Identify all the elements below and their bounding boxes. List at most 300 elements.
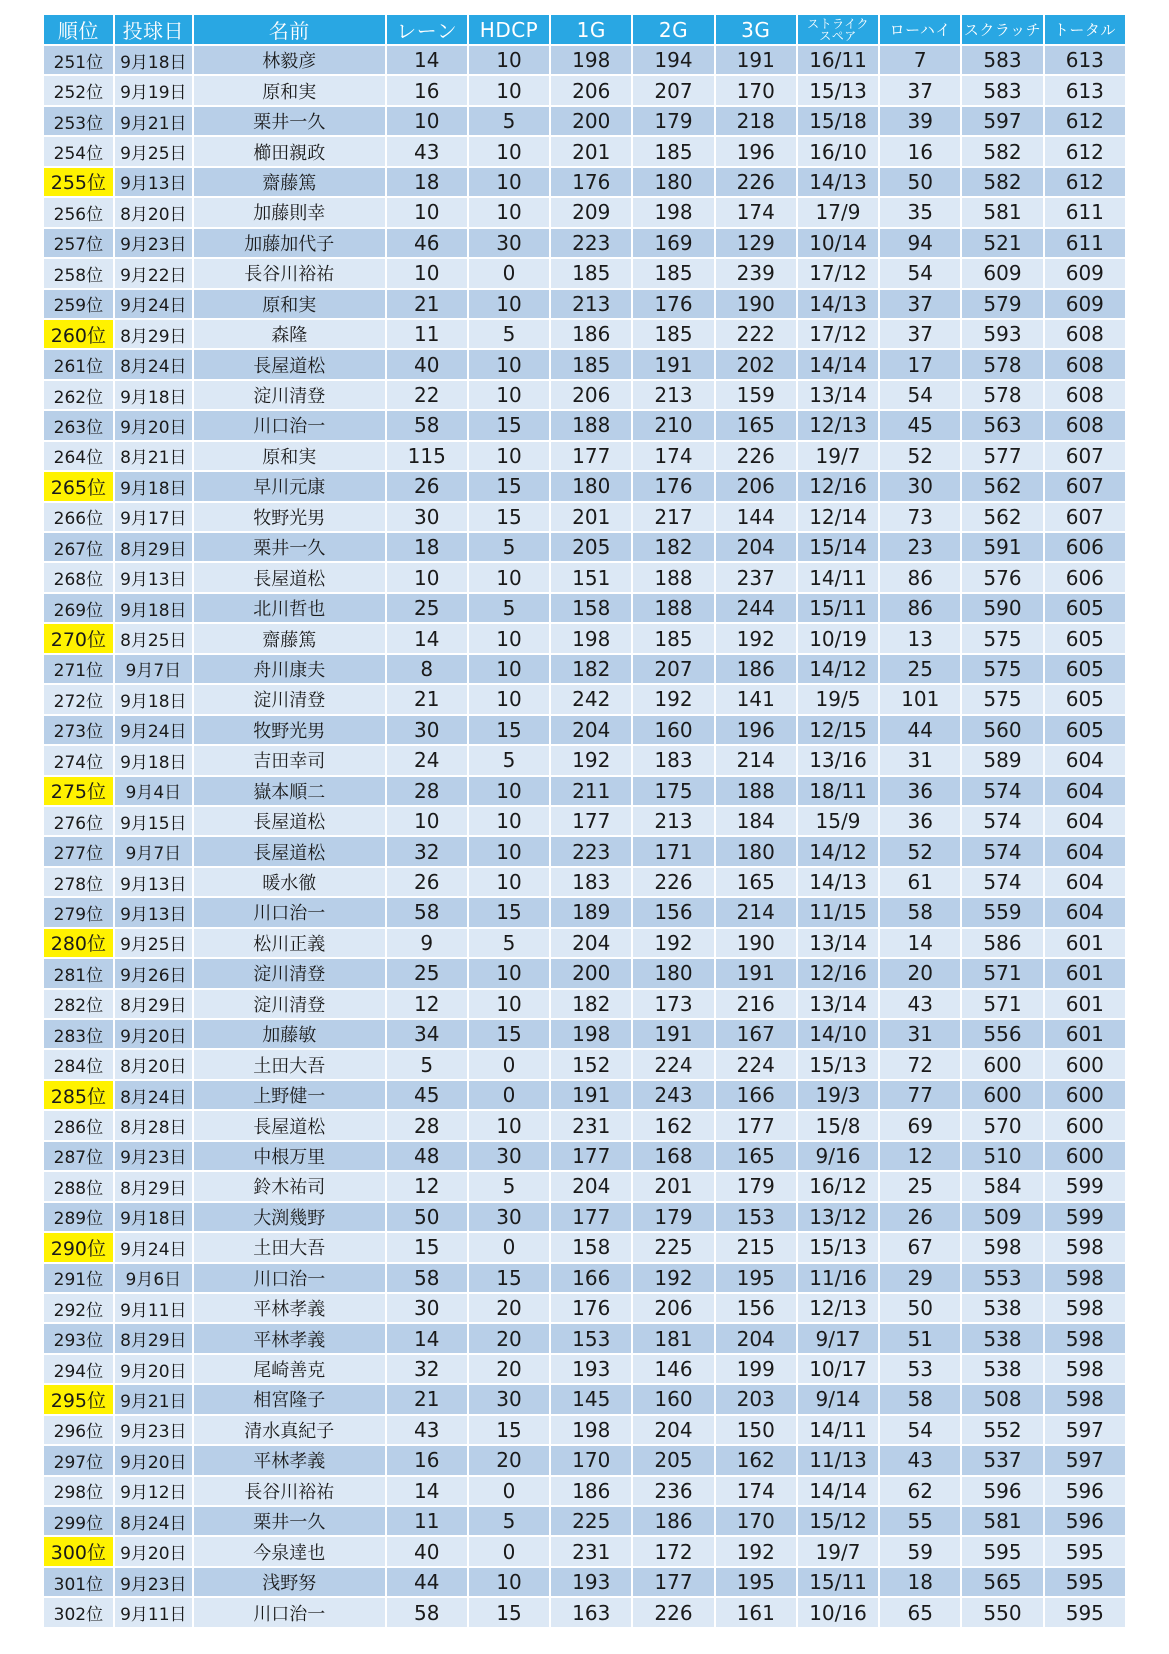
header-low-high: ローハイ <box>880 15 960 44</box>
scratch-cell: 574 <box>962 868 1042 896</box>
lane-cell: 12 <box>387 990 467 1018</box>
game2-score: 243 <box>633 1081 713 1109</box>
date-cell: 9月18日 <box>115 46 192 74</box>
low-high-cell: 23 <box>880 533 960 561</box>
strike-spare-cell: 11/13 <box>798 1446 878 1474</box>
low-high-cell: 29 <box>880 1264 960 1292</box>
name-cell: 今泉達也 <box>194 1537 385 1565</box>
game2-score: 205 <box>633 1446 713 1474</box>
rank-cell: 298位 <box>44 1477 113 1505</box>
strike-spare-cell: 14/11 <box>798 563 878 591</box>
total-cell: 596 <box>1045 1477 1125 1505</box>
game2-score: 174 <box>633 442 713 470</box>
date-cell: 9月13日 <box>115 563 192 591</box>
hdcp-cell: 10 <box>469 837 549 865</box>
game3-score: 177 <box>716 1111 796 1139</box>
rank-cell: 262位 <box>44 381 113 409</box>
date-cell: 9月26日 <box>115 959 192 987</box>
game3-score: 174 <box>716 1477 796 1505</box>
date-cell: 8月24日 <box>115 350 192 378</box>
name-cell: 栗井一久 <box>194 533 385 561</box>
header-game3: 3G <box>716 15 796 44</box>
strike-spare-cell: 15/11 <box>798 594 878 622</box>
strike-spare-cell: 15/13 <box>798 1050 878 1078</box>
table-row <box>44 1507 1125 1535</box>
total-cell: 604 <box>1045 868 1125 896</box>
game1-score: 185 <box>551 350 631 378</box>
total-cell: 605 <box>1045 594 1125 622</box>
hdcp-cell: 30 <box>469 229 549 257</box>
name-cell: 中根万里 <box>194 1142 385 1170</box>
rank-cell: 295位 <box>44 1385 113 1413</box>
lane-cell: 5 <box>387 1050 467 1078</box>
date-cell: 9月25日 <box>115 137 192 165</box>
total-cell: 611 <box>1045 229 1125 257</box>
date-cell: 9月19日 <box>115 76 192 104</box>
game2-score: 177 <box>633 1568 713 1596</box>
scratch-cell: 578 <box>962 381 1042 409</box>
game3-score: 196 <box>716 716 796 744</box>
strike-spare-cell: 10/17 <box>798 1355 878 1383</box>
lane-cell: 26 <box>387 472 467 500</box>
date-cell: 9月17日 <box>115 503 192 531</box>
date-cell: 9月11日 <box>115 1294 192 1322</box>
date-cell: 9月20日 <box>115 1020 192 1048</box>
table-row <box>44 411 1125 439</box>
game1-score: 158 <box>551 1233 631 1261</box>
header-hdcp: HDCP <box>469 15 549 44</box>
table-row <box>44 563 1125 591</box>
rank-cell: 281位 <box>44 959 113 987</box>
table-row <box>44 290 1125 318</box>
hdcp-cell: 10 <box>469 290 549 318</box>
hdcp-cell: 15 <box>469 411 549 439</box>
low-high-cell: 73 <box>880 503 960 531</box>
low-high-cell: 39 <box>880 107 960 135</box>
hdcp-cell: 15 <box>469 1416 549 1444</box>
strike-spare-cell: 16/12 <box>798 1172 878 1200</box>
total-cell: 606 <box>1045 533 1125 561</box>
date-cell: 9月20日 <box>115 1355 192 1383</box>
hdcp-cell: 5 <box>469 594 549 622</box>
rank-cell: 257位 <box>44 229 113 257</box>
name-cell: 長谷川裕祐 <box>194 1477 385 1505</box>
game3-score: 161 <box>716 1598 796 1626</box>
lane-cell: 58 <box>387 411 467 439</box>
date-cell: 9月15日 <box>115 807 192 835</box>
table-row <box>44 76 1125 104</box>
table-row <box>44 1324 1125 1352</box>
scratch-cell: 575 <box>962 624 1042 652</box>
rank-cell: 292位 <box>44 1294 113 1322</box>
total-cell: 608 <box>1045 381 1125 409</box>
date-cell: 9月24日 <box>115 716 192 744</box>
lane-cell: 18 <box>387 168 467 196</box>
header-rank: 順位 <box>44 15 113 44</box>
game3-score: 191 <box>716 959 796 987</box>
low-high-cell: 50 <box>880 1294 960 1322</box>
low-high-cell: 12 <box>880 1142 960 1170</box>
header-spare-label: スペア <box>819 28 857 43</box>
name-cell: 栗井一久 <box>194 1507 385 1535</box>
game2-score: 217 <box>633 503 713 531</box>
name-cell: 林毅彦 <box>194 46 385 74</box>
game1-score: 198 <box>551 1416 631 1444</box>
game2-score: 206 <box>633 1294 713 1322</box>
scratch-cell: 570 <box>962 1111 1042 1139</box>
date-cell: 8月29日 <box>115 1172 192 1200</box>
date-cell: 8月29日 <box>115 320 192 348</box>
hdcp-cell: 10 <box>469 990 549 1018</box>
game3-score: 202 <box>716 350 796 378</box>
game1-score: 177 <box>551 1142 631 1170</box>
strike-spare-cell: 14/13 <box>798 168 878 196</box>
game1-score: 231 <box>551 1111 631 1139</box>
total-cell: 613 <box>1045 46 1125 74</box>
game1-score: 204 <box>551 1172 631 1200</box>
game1-score: 200 <box>551 959 631 987</box>
hdcp-cell: 30 <box>469 1385 549 1413</box>
name-cell: 加藤加代子 <box>194 229 385 257</box>
hdcp-cell: 10 <box>469 624 549 652</box>
strike-spare-cell: 19/7 <box>798 442 878 470</box>
scratch-cell: 565 <box>962 1568 1042 1596</box>
date-cell: 8月20日 <box>115 1050 192 1078</box>
low-high-cell: 62 <box>880 1477 960 1505</box>
strike-spare-cell: 14/11 <box>798 1416 878 1444</box>
strike-spare-cell: 13/16 <box>798 746 878 774</box>
lane-cell: 28 <box>387 777 467 805</box>
scratch-cell: 560 <box>962 716 1042 744</box>
total-cell: 608 <box>1045 320 1125 348</box>
game2-score: 207 <box>633 655 713 683</box>
lane-cell: 25 <box>387 594 467 622</box>
table-row <box>44 1020 1125 1048</box>
game1-score: 188 <box>551 411 631 439</box>
hdcp-cell: 20 <box>469 1355 549 1383</box>
scratch-cell: 600 <box>962 1050 1042 1078</box>
total-cell: 608 <box>1045 411 1125 439</box>
game3-score: 166 <box>716 1081 796 1109</box>
table-row <box>44 1142 1125 1170</box>
scratch-cell: 559 <box>962 898 1042 926</box>
game1-score: 204 <box>551 716 631 744</box>
table-row <box>44 1568 1125 1596</box>
hdcp-cell: 10 <box>469 381 549 409</box>
header-strike-label: ストライク <box>807 16 869 31</box>
game3-score: 222 <box>716 320 796 348</box>
game3-score: 216 <box>716 990 796 1018</box>
lane-cell: 22 <box>387 381 467 409</box>
name-cell: 相宮隆子 <box>194 1385 385 1413</box>
hdcp-cell: 10 <box>469 168 549 196</box>
total-cell: 598 <box>1045 1355 1125 1383</box>
lane-cell: 11 <box>387 320 467 348</box>
game1-score: 200 <box>551 107 631 135</box>
total-cell: 599 <box>1045 1203 1125 1231</box>
hdcp-cell: 10 <box>469 563 549 591</box>
name-cell: 上野健一 <box>194 1081 385 1109</box>
rank-cell: 269位 <box>44 594 113 622</box>
date-cell: 9月6日 <box>115 1264 192 1292</box>
table-row <box>44 1050 1125 1078</box>
low-high-cell: 37 <box>880 290 960 318</box>
total-cell: 599 <box>1045 1172 1125 1200</box>
date-cell: 9月23日 <box>115 229 192 257</box>
rank-cell: 296位 <box>44 1416 113 1444</box>
game2-score: 182 <box>633 533 713 561</box>
game1-score: 198 <box>551 624 631 652</box>
scratch-cell: 571 <box>962 959 1042 987</box>
date-cell: 9月12日 <box>115 1477 192 1505</box>
scratch-cell: 576 <box>962 563 1042 591</box>
scratch-cell: 550 <box>962 1598 1042 1626</box>
game1-score: 166 <box>551 1264 631 1292</box>
scratch-cell: 510 <box>962 1142 1042 1170</box>
hdcp-cell: 15 <box>469 1020 549 1048</box>
scratch-cell: 521 <box>962 229 1042 257</box>
game2-score: 181 <box>633 1324 713 1352</box>
name-cell: 早川元康 <box>194 472 385 500</box>
strike-spare-cell: 15/14 <box>798 533 878 561</box>
total-cell: 609 <box>1045 259 1125 287</box>
scratch-cell: 552 <box>962 1416 1042 1444</box>
lane-cell: 44 <box>387 1568 467 1596</box>
hdcp-cell: 15 <box>469 1264 549 1292</box>
hdcp-cell: 10 <box>469 1568 549 1596</box>
lane-cell: 14 <box>387 1324 467 1352</box>
hdcp-cell: 10 <box>469 350 549 378</box>
table-body <box>44 46 1125 1627</box>
total-cell: 612 <box>1045 107 1125 135</box>
date-cell: 8月25日 <box>115 624 192 652</box>
low-high-cell: 45 <box>880 411 960 439</box>
table-row <box>44 320 1125 348</box>
table-row <box>44 1203 1125 1231</box>
name-cell: 森隆 <box>194 320 385 348</box>
low-high-cell: 59 <box>880 1537 960 1565</box>
table-row <box>44 1385 1125 1413</box>
game1-score: 185 <box>551 259 631 287</box>
hdcp-cell: 5 <box>469 1172 549 1200</box>
rank-cell: 267位 <box>44 533 113 561</box>
game3-score: 214 <box>716 898 796 926</box>
game2-score: 173 <box>633 990 713 1018</box>
total-cell: 612 <box>1045 168 1125 196</box>
total-cell: 612 <box>1045 137 1125 165</box>
name-cell: 長屋道松 <box>194 807 385 835</box>
low-high-cell: 7 <box>880 46 960 74</box>
lane-cell: 48 <box>387 1142 467 1170</box>
game2-score: 162 <box>633 1111 713 1139</box>
date-cell: 8月29日 <box>115 1324 192 1352</box>
strike-spare-cell: 17/9 <box>798 198 878 226</box>
game1-score: 223 <box>551 229 631 257</box>
lane-cell: 12 <box>387 1172 467 1200</box>
low-high-cell: 31 <box>880 1020 960 1048</box>
lane-cell: 8 <box>387 655 467 683</box>
game2-score: 213 <box>633 381 713 409</box>
table-row <box>44 229 1125 257</box>
scratch-cell: 563 <box>962 411 1042 439</box>
table-row <box>44 472 1125 500</box>
rank-cell: 261位 <box>44 350 113 378</box>
scratch-cell: 591 <box>962 533 1042 561</box>
rank-cell: 280位 <box>44 929 113 957</box>
header-date: 投球日 <box>115 15 192 44</box>
game1-score: 242 <box>551 685 631 713</box>
scratch-cell: 562 <box>962 503 1042 531</box>
game2-score: 210 <box>633 411 713 439</box>
ranking-table <box>42 13 1127 1629</box>
total-cell: 598 <box>1045 1324 1125 1352</box>
table-row <box>44 533 1125 561</box>
lane-cell: 32 <box>387 1355 467 1383</box>
strike-spare-cell: 11/16 <box>798 1264 878 1292</box>
lane-cell: 24 <box>387 746 467 774</box>
hdcp-cell: 0 <box>469 1233 549 1261</box>
game3-score: 199 <box>716 1355 796 1383</box>
name-cell: 長屋道松 <box>194 1111 385 1139</box>
game2-score: 183 <box>633 746 713 774</box>
rank-cell: 286位 <box>44 1111 113 1139</box>
strike-spare-cell: 12/16 <box>798 959 878 987</box>
low-high-cell: 67 <box>880 1233 960 1261</box>
name-cell: 長屋道松 <box>194 837 385 865</box>
strike-spare-cell: 10/19 <box>798 624 878 652</box>
date-cell: 8月24日 <box>115 1081 192 1109</box>
game3-score: 192 <box>716 1537 796 1565</box>
total-cell: 601 <box>1045 990 1125 1018</box>
game1-score: 191 <box>551 1081 631 1109</box>
lane-cell: 50 <box>387 1203 467 1231</box>
hdcp-cell: 15 <box>469 472 549 500</box>
game2-score: 201 <box>633 1172 713 1200</box>
scratch-cell: 579 <box>962 290 1042 318</box>
date-cell: 9月20日 <box>115 1537 192 1565</box>
low-high-cell: 77 <box>880 1081 960 1109</box>
low-high-cell: 18 <box>880 1568 960 1596</box>
strike-spare-cell: 10/16 <box>798 1598 878 1626</box>
strike-spare-cell: 12/13 <box>798 411 878 439</box>
lane-cell: 21 <box>387 685 467 713</box>
date-cell: 9月23日 <box>115 1142 192 1170</box>
rank-cell: 255位 <box>44 168 113 196</box>
lane-cell: 30 <box>387 716 467 744</box>
rank-cell: 252位 <box>44 76 113 104</box>
date-cell: 8月21日 <box>115 442 192 470</box>
total-cell: 611 <box>1045 198 1125 226</box>
game1-score: 211 <box>551 777 631 805</box>
header-total: トータル <box>1045 15 1125 44</box>
game3-score: 191 <box>716 46 796 74</box>
game2-score: 213 <box>633 807 713 835</box>
date-cell: 9月23日 <box>115 1416 192 1444</box>
game2-score: 207 <box>633 76 713 104</box>
name-cell: 淀川清登 <box>194 990 385 1018</box>
date-cell: 9月20日 <box>115 411 192 439</box>
low-high-cell: 14 <box>880 929 960 957</box>
table-row <box>44 168 1125 196</box>
name-cell: 牧野光男 <box>194 716 385 744</box>
scratch-cell: 593 <box>962 320 1042 348</box>
game3-score: 165 <box>716 868 796 896</box>
rank-cell: 300位 <box>44 1537 113 1565</box>
game1-score: 206 <box>551 76 631 104</box>
lane-cell: 45 <box>387 1081 467 1109</box>
total-cell: 605 <box>1045 685 1125 713</box>
date-cell: 9月21日 <box>115 1385 192 1413</box>
game3-score: 184 <box>716 807 796 835</box>
table-row <box>44 1446 1125 1474</box>
hdcp-cell: 10 <box>469 76 549 104</box>
game2-score: 179 <box>633 107 713 135</box>
game3-score: 218 <box>716 107 796 135</box>
total-cell: 601 <box>1045 959 1125 987</box>
strike-spare-cell: 14/13 <box>798 290 878 318</box>
rank-cell: 273位 <box>44 716 113 744</box>
table-row <box>44 990 1125 1018</box>
hdcp-cell: 10 <box>469 137 549 165</box>
game2-score: 179 <box>633 1203 713 1231</box>
lane-cell: 11 <box>387 1507 467 1535</box>
hdcp-cell: 15 <box>469 898 549 926</box>
lane-cell: 34 <box>387 1020 467 1048</box>
strike-spare-cell: 18/11 <box>798 777 878 805</box>
strike-spare-cell: 11/15 <box>798 898 878 926</box>
lane-cell: 25 <box>387 959 467 987</box>
game1-score: 177 <box>551 807 631 835</box>
table-row <box>44 1172 1125 1200</box>
date-cell: 9月7日 <box>115 655 192 683</box>
game3-score: 195 <box>716 1264 796 1292</box>
name-cell: 川口治一 <box>194 1598 385 1626</box>
game3-score: 196 <box>716 137 796 165</box>
low-high-cell: 36 <box>880 777 960 805</box>
rank-cell: 287位 <box>44 1142 113 1170</box>
game1-score: 204 <box>551 929 631 957</box>
hdcp-cell: 5 <box>469 1507 549 1535</box>
date-cell: 9月18日 <box>115 685 192 713</box>
game3-score: 153 <box>716 1203 796 1231</box>
hdcp-cell: 5 <box>469 746 549 774</box>
game3-score: 239 <box>716 259 796 287</box>
date-cell: 9月13日 <box>115 168 192 196</box>
name-cell: 舟川康夫 <box>194 655 385 683</box>
name-cell: 嶽本順二 <box>194 777 385 805</box>
lane-cell: 15 <box>387 1233 467 1261</box>
name-cell: 原和実 <box>194 442 385 470</box>
lane-cell: 10 <box>387 563 467 591</box>
rank-cell: 253位 <box>44 107 113 135</box>
low-high-cell: 25 <box>880 655 960 683</box>
game1-score: 180 <box>551 472 631 500</box>
low-high-cell: 35 <box>880 198 960 226</box>
strike-spare-cell: 13/14 <box>798 929 878 957</box>
scratch-cell: 537 <box>962 1446 1042 1474</box>
total-cell: 595 <box>1045 1598 1125 1626</box>
strike-spare-cell: 12/13 <box>798 1294 878 1322</box>
scratch-cell: 574 <box>962 837 1042 865</box>
scratch-cell: 581 <box>962 1507 1042 1535</box>
strike-spare-cell: 19/3 <box>798 1081 878 1109</box>
game1-score: 177 <box>551 1203 631 1231</box>
date-cell: 9月22日 <box>115 259 192 287</box>
rank-cell: 297位 <box>44 1446 113 1474</box>
hdcp-cell: 10 <box>469 46 549 74</box>
table-row <box>44 1264 1125 1292</box>
table-row <box>44 746 1125 774</box>
